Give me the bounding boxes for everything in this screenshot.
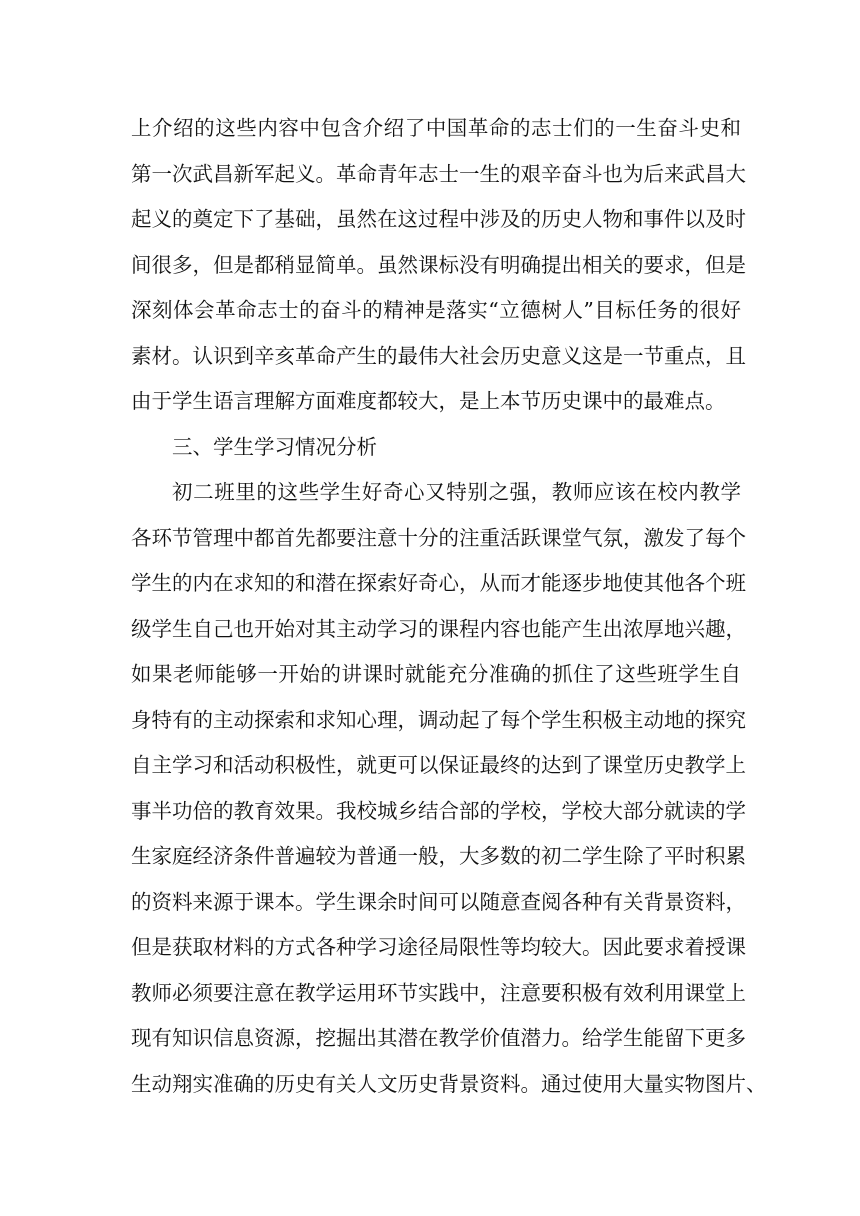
paragraph-1-line-5: 深刻体会革命志士的奋斗的精神是落实“立德树人”目标任务的很好 [131,298,741,322]
paragraph-2-line-5: 如果老师能够一开始的讲课时就能充分准确的抓住了这些班学生自 [131,662,741,686]
paragraph-1-line-1: 上介绍的这些内容中包含介绍了中国革命的志士们的一生奋斗史和 [131,116,741,140]
paragraph-2-line-2: 各环节管理中都首先都要注意十分的注重活跃课堂气氛，激发了每个 [131,526,746,550]
paragraph-1-line-3: 起义的奠定下了基础，虽然在这过程中涉及的历史人物和事件以及时 [131,207,746,231]
paragraph-2-line-4: 级学生自己也开始对其主动学习的课程内容也能产生出浓厚地兴趣， [131,617,746,641]
section-heading: 三、学生学习情况分析 [172,435,377,459]
paragraph-2-line-8: 事半功倍的教育效果。我校城乡结合部的学校，学校大部分就读的学 [131,799,746,823]
paragraph-2-line-7: 自主学习和活动积极性，就更可以保证最终的达到了课堂历史教学上 [131,753,746,777]
paragraph-2-line-6: 身特有的主动探索和求知心理，调动起了每个学生积极主动地的探究 [131,708,746,732]
paragraph-2-line-14: 生动翔实准确的历史有关人文历史背景资料。通过使用大量实物图片、 [131,1072,767,1096]
paragraph-2-line-11: 但是获取材料的方式各种学习途径局限性等均较大。因此要求着授课 [131,935,746,959]
paragraph-1-line-2: 第一次武昌新军起义。革命青年志士一生的艰辛奋斗也为后来武昌大 [131,162,746,186]
paragraph-2-line-12: 教师必须要注意在教学运用环节实践中，注意要积极有效利用课堂上 [131,981,746,1005]
paragraph-2-line-1: 初二班里的这些学生好奇心又特别之强，教师应该在校内教学 [172,480,741,504]
paragraph-2-line-10: 的资料来源于课本。学生课余时间可以随意查阅各种有关背景资料， [131,890,746,914]
paragraph-2-line-9: 生家庭经济条件普遍较为普通一般，大多数的初二学生除了平时积累 [131,844,746,868]
paragraph-1-line-6: 素材。认识到辛亥革命产生的最伟大社会历史意义这是一节重点，且 [131,344,746,368]
paragraph-2-line-13: 现有知识信息资源，挖掘出其潜在教学价值潜力。给学生能留下更多 [131,1026,746,1050]
paragraph-1-line-4: 间很多，但是都稍显简单。虽然课标没有明确提出相关的要求，但是 [131,253,746,277]
paragraph-1-line-7: 由于学生语言理解方面难度都较大，是上本节历史课中的最难点。 [131,389,726,413]
paragraph-2-line-3: 学生的内在求知的和潜在探索好奇心，从而才能逐步地使其他各个班 [131,571,746,595]
